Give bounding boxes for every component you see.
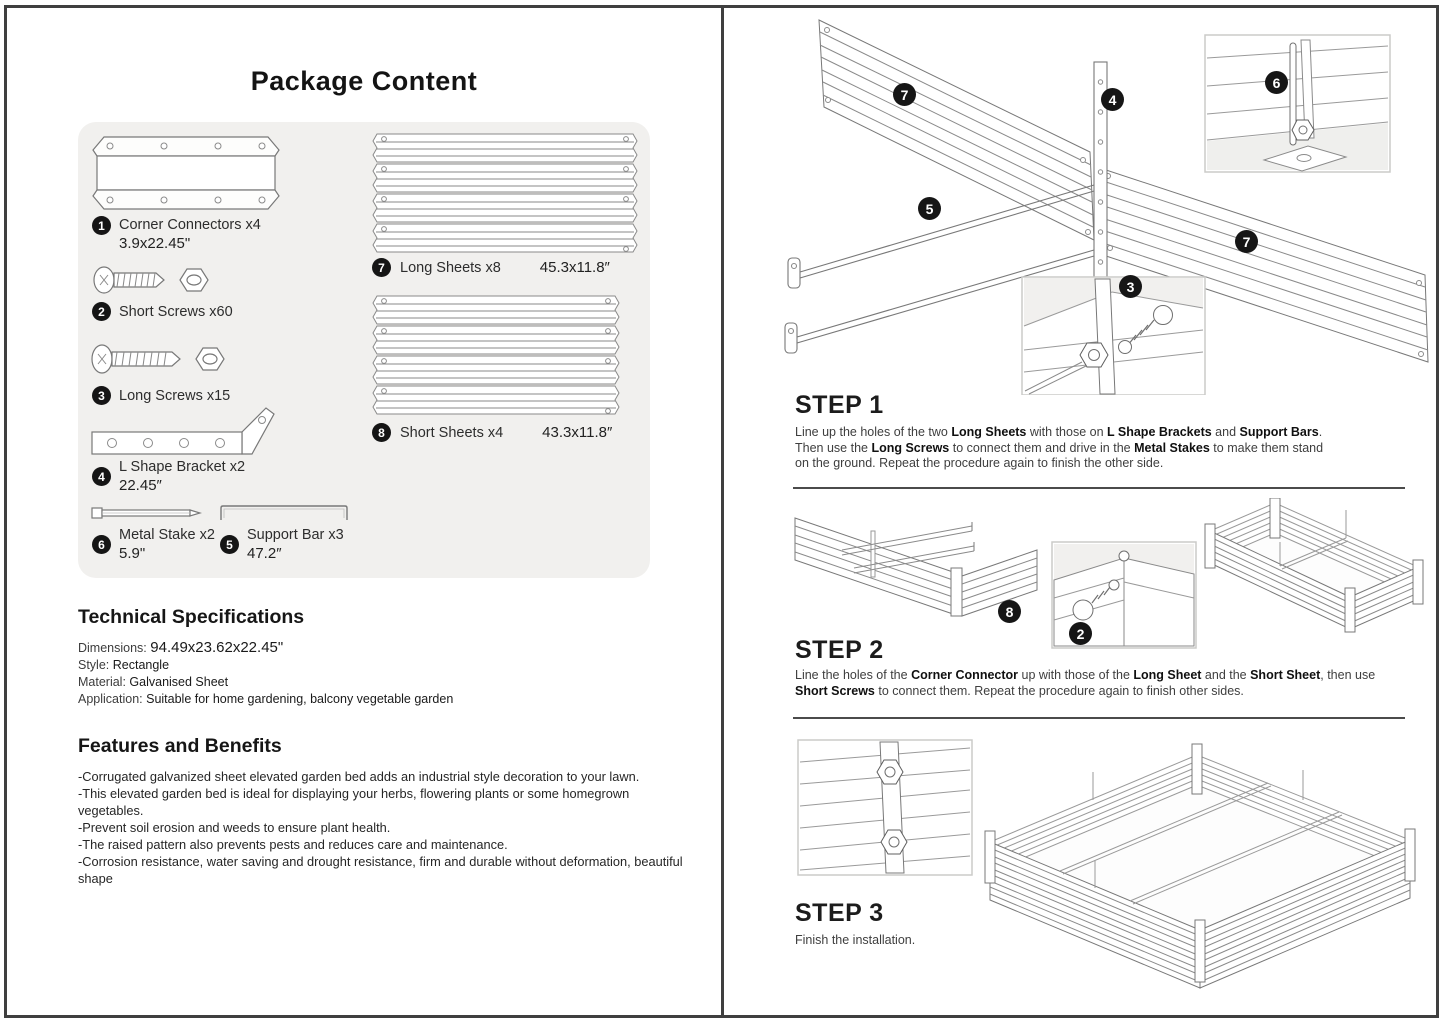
features-section [78, 735, 688, 887]
step2-diagram [742, 498, 1432, 650]
callout-l-shape-bracket: 4 [1101, 88, 1124, 111]
technical-specifications-section [78, 606, 668, 708]
package-content-box [78, 122, 650, 578]
corner-post [985, 831, 995, 883]
corner-post [1195, 920, 1205, 982]
part-name: Metal Stake x2 [119, 527, 215, 543]
step2-instructions: Line the holes of the Corner Connector up with those of the Long Sheet and the Short Sheet, then use Short Screws to connect them. Repeat the procedure again to finish other sides. [795, 668, 1376, 698]
step2-heading: STEP 2 [795, 636, 884, 664]
spec-dimensions: Dimensions: 94.49x23.62x22.45" [78, 639, 284, 656]
part-number-badge: 3 [92, 386, 111, 405]
part-name: L Shape Bracket x2 [119, 459, 246, 475]
part-dimension: 22.45″ [119, 477, 162, 494]
callout-metal-stake: 6 [1265, 71, 1288, 94]
step1-instructions: Line up the holes of the two Long Sheets with those on L Shape Brackets and Support Bars. Then use the Long Screws to connect them and drive in the Metal Stakes to make them stand on the ground. Repeat the procedure again to finish the other side. [795, 425, 1324, 470]
feature-item: -This elevated garden bed is ideal for displaying your herbs, flowering plants or some homegrown vegetables. [78, 786, 630, 818]
callout-support-bar: 5 [918, 197, 941, 220]
part-name: Short Sheets x4 [400, 424, 504, 441]
part-number-badge: 7 [372, 258, 391, 277]
part-dimension: 47.2″ [247, 545, 282, 562]
part-number-badge: 6 [92, 535, 111, 554]
spec-material: Material: Galvanised Sheet [78, 675, 229, 689]
step1-diagram [742, 10, 1432, 395]
bolted-bracket-inset [798, 740, 972, 875]
panel-divider [721, 5, 724, 1018]
part-name: Corner Connectors x4 [119, 217, 261, 233]
feature-item: -Corrosion resistance, water saving and drought resistance, firm and durable without deformation, beautiful shape [78, 854, 683, 886]
part-name: Short Screws x60 [119, 303, 233, 320]
part-short-screws [92, 302, 233, 321]
metal-stake-inset [1205, 35, 1390, 172]
callout-long-sheet-right: 7 [1235, 230, 1258, 253]
step3-diagram [742, 730, 1432, 992]
part-long-screws [92, 386, 230, 405]
part-long-sheets [372, 258, 610, 277]
callout-short-sheet: 8 [998, 600, 1021, 623]
part-number-badge: 2 [92, 302, 111, 321]
part-metal-stake [92, 526, 215, 563]
spec-application: Application: Suitable for home gardening, balcony vegetable garden [78, 692, 454, 706]
section-divider [793, 717, 1405, 719]
part-number-badge: 5 [220, 535, 239, 554]
part-dimension: 45.3x11.8″ [539, 258, 610, 276]
part-name: Support Bar x3 [247, 527, 344, 543]
page-title: Package Content [250, 66, 478, 96]
part-number-badge: 8 [372, 423, 391, 442]
corner-post [1405, 829, 1415, 881]
long-screw-inset [1022, 277, 1205, 395]
callout-long-screw: 3 [1119, 275, 1142, 298]
callout-short-screw: 2 [1069, 622, 1092, 645]
tech-specs-heading: Technical Specifications [78, 606, 305, 628]
part-name: Long Sheets x8 [400, 259, 501, 276]
finished-bed-drawing [985, 744, 1415, 988]
long-sheets-drawing [372, 132, 640, 256]
features-heading: Features and Benefits [78, 735, 282, 757]
screw-head-icon [1154, 306, 1173, 325]
part-name: Long Screws x15 [119, 387, 231, 404]
step1-assembly-drawing [742, 10, 1432, 395]
section-divider [793, 487, 1405, 489]
step3-assembly-drawing [742, 730, 1432, 992]
support-bar-drawing [218, 500, 350, 522]
feature-item: -The raised pattern also prevents pests and reduces care and maintenance. [78, 837, 508, 852]
short-sheets-drawing [372, 294, 624, 418]
part-corner-connectors [92, 216, 261, 253]
step3-instructions: Finish the installation. [795, 933, 916, 947]
step1-heading: STEP 1 [795, 391, 884, 419]
part-short-sheets [372, 423, 612, 442]
corner-connector-drawing [90, 134, 282, 212]
step3-heading: STEP 3 [795, 899, 884, 927]
hex-nut-icon [196, 348, 224, 370]
part-l-shape-bracket [92, 458, 245, 495]
corner-post [951, 568, 962, 616]
feature-item: -Corrugated galvanized sheet elevated garden bed adds an industrial style decoration to your lawn. [78, 769, 640, 784]
part-dimension: 5.9" [119, 545, 146, 562]
long-screw-drawing [88, 338, 240, 380]
short-screw-drawing [90, 260, 230, 300]
part-number-badge: 1 [92, 216, 111, 235]
screw-head-icon [1073, 600, 1093, 620]
part-dimension: 43.3x11.8″ [542, 423, 613, 441]
callout-long-sheet-left: 7 [893, 83, 916, 106]
part-number-badge: 4 [92, 467, 111, 486]
hex-nut-icon [180, 269, 208, 291]
feature-item: -Prevent soil erosion and weeds to ensure plant health. [78, 820, 391, 835]
spec-style: Style: Rectangle [78, 658, 170, 672]
assembled-frame [1205, 498, 1423, 632]
l-shape-bracket-drawing [90, 406, 288, 462]
part-dimension: 3.9x22.45" [119, 235, 191, 252]
metal-stake-drawing [90, 504, 202, 522]
corner-post [1192, 744, 1202, 794]
part-support-bar [220, 526, 344, 563]
